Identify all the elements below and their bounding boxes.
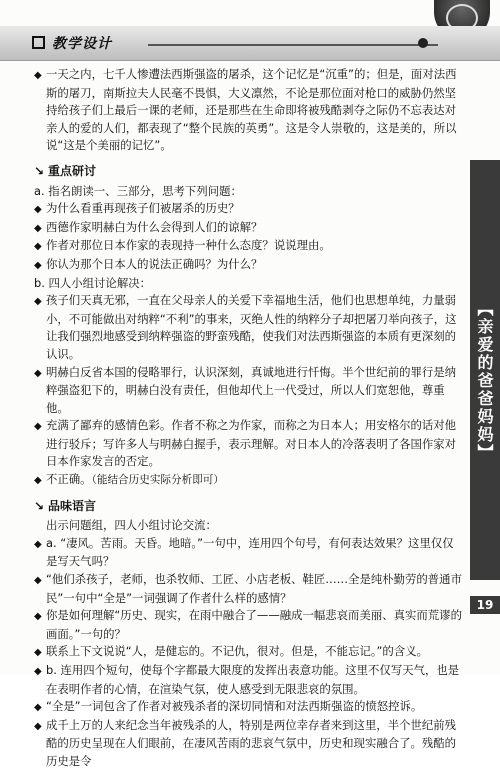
question-item: ◆ 你认为那个日本人的说法正确吗？为什么？ (34, 256, 462, 275)
sub-label: a. 指名朗读一、三部分，思考下列问题： (34, 183, 242, 198)
answer-item: ◆ 成千上万的人来纪念当年被残杀的人，特别是两位幸存者来到这里，半个世纪前残酷的历史呈现在人们眼前，在凄风苦雨的悲哀气氛中，历史和现实融合了。残酷的历史是令 (34, 717, 462, 771)
sub-label: b. 四人小组讨论解决： (34, 275, 151, 290)
section-heading: ↘ 品味语言 (34, 498, 462, 516)
question-item: ◆ a. “凄风。苦雨。天昏。地暗。”一句中，连用四个句号，有何表达效果？这里仅仅是写天气吗？ (34, 535, 462, 571)
question-item: ◆ 联系上下文说说“人，是健忘的。不记仇，很对。但是，不能忘记。”的含义。 (34, 643, 462, 662)
answer-item: ◆ “全是”一词包含了作者对被残杀者的深切同情和对法西斯强盗的愤怒控诉。 (34, 698, 462, 717)
section-intro: 出示问题组，四人小组讨论交流： (46, 518, 217, 533)
header-rule (148, 44, 438, 46)
header-box-icon (32, 36, 45, 49)
arrow-icon: ↘ (34, 163, 45, 178)
page-number: 19 (470, 596, 500, 614)
question-item: ◆ 你是如何理解“历史、现实，在雨中融合了——融成一幅悲哀而美丽、真实而荒谬的画面。”一句的？ (34, 607, 462, 643)
question-item: ◆ “他们杀孩子，老师，也杀牧师、工匠、小店老板、鞋匠……全是纯朴勤劳的普通市民”一句中“全是”一词强调了作者什么样的感情？ (34, 571, 462, 607)
answer-item: ◆ 孩子们天真无邪，一直在父母亲人的关爱下幸福地生活，他们也思想单纯，力量弱小，不可能做出对纳粹“不利”的事来，灭绝人性的纳粹分子却把屠刀举向孩子，这让我们强烈地感受到纳粹强盗的野蛮残酷，使我们对法西斯强盗的本质有更深刻的认识。 (34, 292, 462, 363)
question-item: ◆ 为什么看重再现孩子们被屠杀的历史？ (34, 200, 462, 219)
arrow-icon: ↘ (34, 498, 45, 513)
section-heading: ↘ 重点研讨 (34, 163, 462, 181)
answer-item: ◆ 不正确。（能结合历史实际分析即可） (34, 471, 462, 490)
answer-item: ◆ b. 连用四个短句，使每个字都最大限度的发挥出表意功能。这里不仅写天气，也是在表明作者的心情，在渲染气氛，使人感受到无限悲哀的氛围。 (34, 662, 462, 698)
answer-note: （能结合历史实际分析即可） (91, 474, 224, 487)
main-content (34, 66, 462, 771)
side-tab-title: 【亲爱的爸爸妈妈】 (475, 300, 494, 462)
answer-item: ◆ 充满了鄙弃的感情色彩。作者不称之为作家，而称之为日本人；用安格尔的话对他进行驳斥；写许多人与明赫白握手，表示理解。对日本人的冷落表明了各国作家对日本作家发言的否定。 (34, 417, 462, 471)
header-dot-icon (418, 38, 428, 48)
intro-paragraph: ◆ 一天之内，七千人惨遭法西斯强盗的屠杀，这个记忆是“沉重”的；但是，面对法西斯的屠刀，南斯拉夫人民毫不畏惧，大义凛然，不论是那位面对枪口的威胁仍然坚持给孩子们上最后一课的老师，还是那些在生命即将被残酷剥夺之际仍不忘表达对亲人的爱的人们，都表现了“整个民族的英勇”。这是令人崇敬的，这是美的，所以说“这是个美丽的记忆”。 (34, 66, 462, 155)
answer-item: ◆ 明赫白反省本国的侵略罪行，认识深刻，真诚地进行忏悔。半个世纪前的罪行是纳粹强盗犯下的，明赫白没有责任，但他却代上一代受过，所以人们宽恕他，尊重他。 (34, 364, 462, 418)
question-item: ◆ 作者对那位日本作家的表现持一种什么态度？说说理由。 (34, 237, 462, 256)
question-item: ◆ 西德作家明赫白为什么会得到人们的谅解？ (34, 219, 462, 238)
header-title: 教学设计 (52, 36, 112, 52)
